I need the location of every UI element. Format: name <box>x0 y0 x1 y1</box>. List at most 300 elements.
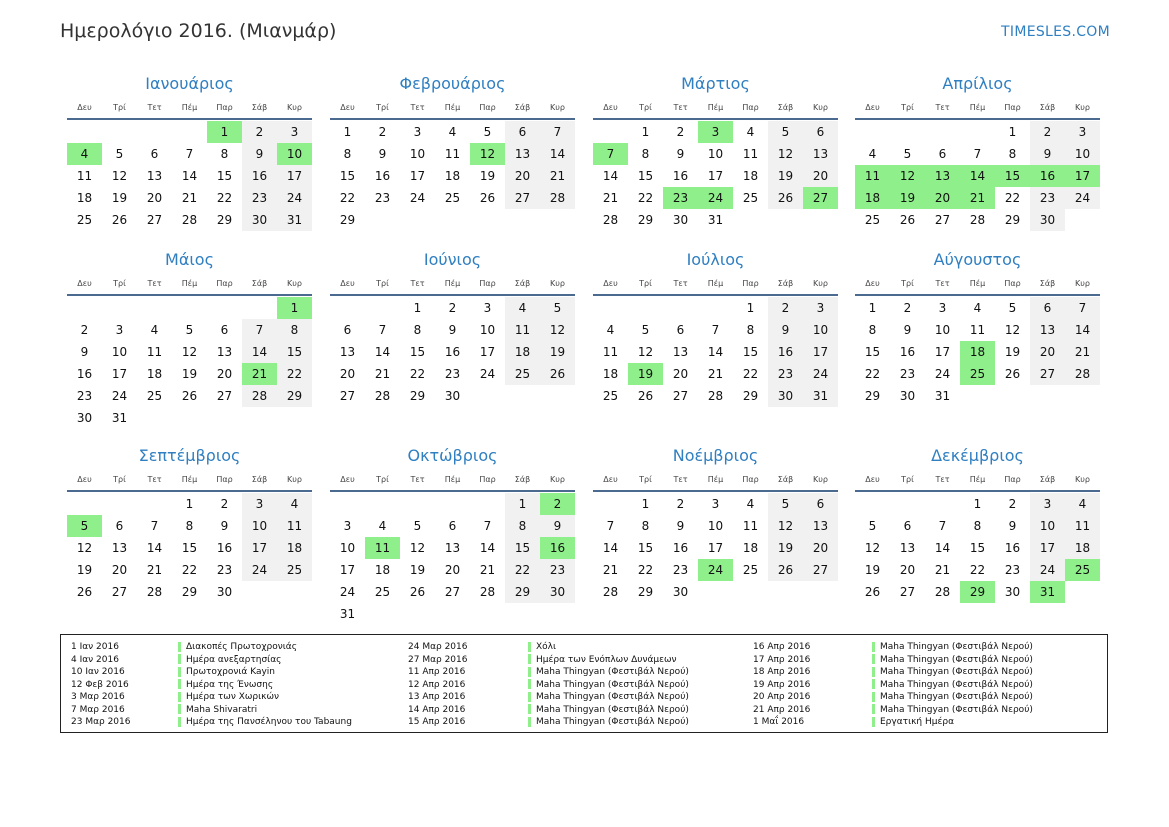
day-cell: 5 <box>641 323 650 337</box>
day-cell: 5 <box>115 147 124 161</box>
day-cell: 28 <box>242 385 277 407</box>
holiday-marker-icon <box>178 717 181 727</box>
day-cell: 15 <box>864 345 881 359</box>
holiday-day-cell: 25 <box>1065 559 1100 581</box>
weekday-header: Κυρ <box>287 103 302 112</box>
day-cell: 23 <box>444 367 461 381</box>
day-cell: 29 <box>181 585 198 599</box>
day-cell: 11 <box>76 169 93 183</box>
holiday-day-cell: 11 <box>855 165 890 187</box>
day-cell: 5 <box>768 121 803 143</box>
day-cell: 10 <box>803 319 838 341</box>
holiday-day-cell: 27 <box>803 187 838 209</box>
day-cell: 13 <box>803 515 838 537</box>
legend-holiday-name <box>872 704 1033 717</box>
day-cell: 19 <box>768 537 803 559</box>
day-cell: 2 <box>768 297 803 319</box>
day-cell: 11 <box>742 147 759 161</box>
day-cell: 23 <box>768 363 803 385</box>
weekday-header: Τρί <box>901 279 914 288</box>
day-cell: 16 <box>444 345 461 359</box>
day-cell: 7 <box>378 323 387 337</box>
day-cell: 10 <box>479 323 496 337</box>
day-cell: 23 <box>216 563 233 577</box>
legend-date-column <box>71 641 131 729</box>
day-cell: 17 <box>1030 537 1065 559</box>
day-cell: 28 <box>181 213 198 227</box>
weekday-header: Τετ <box>147 475 162 484</box>
day-cell: 7 <box>938 519 947 533</box>
weekday-header: Πέμ <box>181 279 198 288</box>
day-cell: 6 <box>676 323 685 337</box>
day-cell: 27 <box>505 187 540 209</box>
day-cell: 11 <box>146 345 163 359</box>
day-cell: 18 <box>1065 537 1100 559</box>
month-divider <box>593 490 838 492</box>
day-cell: 14 <box>1065 319 1100 341</box>
holiday-marker-icon <box>528 679 531 689</box>
day-cell: 13 <box>803 143 838 165</box>
day-cell: 21 <box>374 367 391 381</box>
holiday-day-cell: 14 <box>960 165 995 187</box>
day-cell: 19 <box>181 367 198 381</box>
month-divider <box>593 294 838 296</box>
holiday-marker-icon <box>528 704 531 714</box>
day-cell: 29 <box>742 389 759 403</box>
day-cell: 11 <box>505 319 540 341</box>
day-cell: 6 <box>803 121 838 143</box>
legend-date: 16 Απρ 2016 <box>753 642 811 652</box>
day-cell: 4 <box>746 497 755 511</box>
day-cell: 15 <box>216 169 233 183</box>
day-cell: 4 <box>973 301 982 315</box>
holiday-day-cell: 7 <box>593 143 628 165</box>
legend-holiday-name <box>872 716 1033 729</box>
holiday-marker-icon <box>178 654 181 664</box>
holiday-day-cell: 21 <box>960 187 995 209</box>
day-cell: 30 <box>242 209 277 231</box>
day-cell: 8 <box>973 519 982 533</box>
day-cell: 23 <box>672 563 689 577</box>
day-cell: 10 <box>409 147 426 161</box>
day-cell: 27 <box>803 559 838 581</box>
holiday-day-cell: 12 <box>890 165 925 187</box>
day-cell: 8 <box>746 323 755 337</box>
day-cell: 15 <box>969 541 986 555</box>
day-cell: 22 <box>409 367 426 381</box>
weekday-header: Κυρ <box>550 475 565 484</box>
day-cell: 4 <box>606 323 615 337</box>
weekday-header: Δευ <box>77 279 92 288</box>
day-cell: 15 <box>742 345 759 359</box>
day-cell: 1 <box>505 493 540 515</box>
weekday-header: Σάβ <box>777 475 794 484</box>
legend-date: 1 Ιαν 2016 <box>71 642 119 652</box>
legend-holiday-name <box>528 691 689 704</box>
day-cell: 15 <box>637 541 654 555</box>
month-name: Φεβρουάριος <box>399 74 506 93</box>
day-cell: 19 <box>540 341 575 363</box>
day-cell: 3 <box>242 493 277 515</box>
legend-date: 27 Μαρ 2016 <box>408 654 468 665</box>
day-cell: 3 <box>413 125 422 139</box>
legend-holiday-text: Maha Shivaratri <box>186 704 258 715</box>
weekday-header: Δευ <box>865 475 880 484</box>
day-cell: 11 <box>277 515 312 537</box>
legend-holiday-text: Maha Thingyan (Φεστιβάλ Νερού) <box>880 692 1033 702</box>
holiday-day-cell: 16 <box>1030 165 1065 187</box>
weekday-header: Κυρ <box>550 279 565 288</box>
day-cell: 4 <box>505 297 540 319</box>
day-cell: 26 <box>1004 367 1021 381</box>
weekday-header: Τρί <box>113 279 126 288</box>
day-cell: 15 <box>637 169 654 183</box>
legend-date: 7 Μαρ 2016 <box>71 704 125 715</box>
legend-holiday-name <box>528 654 689 667</box>
day-cell: 31 <box>111 411 128 425</box>
day-cell: 4 <box>1065 493 1100 515</box>
day-cell: 6 <box>150 147 159 161</box>
legend-holiday-name <box>528 666 689 679</box>
legend-name-column <box>872 641 1033 729</box>
day-cell: 29 <box>637 213 654 227</box>
weekday-header: Σάβ <box>514 279 531 288</box>
weekday-header: Κυρ <box>813 103 828 112</box>
day-cell: 26 <box>768 187 803 209</box>
legend-date-column <box>408 641 468 729</box>
weekday-header: Τρί <box>639 475 652 484</box>
day-cell: 27 <box>111 585 128 599</box>
day-cell: 8 <box>277 319 312 341</box>
month-name: Αύγουστος <box>933 250 1022 269</box>
legend-holiday-text: Maha Thingyan (Φεστιβάλ Νερού) <box>880 704 1033 715</box>
day-cell: 22 <box>505 559 540 581</box>
legend-date: 4 Ιαν 2016 <box>71 654 119 665</box>
day-cell: 10 <box>1030 515 1065 537</box>
legend-date: 14 Απρ 2016 <box>408 704 466 715</box>
holiday-day-cell: 5 <box>67 515 102 537</box>
holiday-day-cell: 21 <box>242 363 277 385</box>
day-cell: 29 <box>409 389 426 403</box>
day-cell: 18 <box>742 169 759 183</box>
legend-holiday-name <box>528 679 689 692</box>
weekday-header: Τρί <box>376 475 389 484</box>
weekday-header: Κυρ <box>550 103 565 112</box>
weekday-header: Πέμ <box>707 475 724 484</box>
legend-date: 1 Μαΐ 2016 <box>753 717 805 727</box>
weekday-header: Σάβ <box>514 103 531 112</box>
legend-holiday-text: Ημέρα της Πανσέληνου του Tabaung <box>186 717 352 727</box>
day-cell: 14 <box>242 341 277 363</box>
day-cell: 20 <box>339 367 356 381</box>
month-name: Απρίλιος <box>942 74 1013 93</box>
legend-date: 21 Απρ 2016 <box>753 704 811 715</box>
day-cell: 18 <box>742 541 759 555</box>
holiday-day-cell: 17 <box>1065 165 1100 187</box>
day-cell: 7 <box>150 519 159 533</box>
legend-holiday-text: Ημέρα των Ενόπλων Δυνάμεων <box>536 654 677 665</box>
day-cell: 8 <box>505 515 540 537</box>
day-cell: 20 <box>216 367 233 381</box>
holiday-day-cell: 2 <box>540 493 575 515</box>
weekday-header: Σάβ <box>1039 279 1056 288</box>
day-cell: 6 <box>448 519 457 533</box>
day-cell: 21 <box>602 563 619 577</box>
day-cell: 4 <box>746 125 755 139</box>
legend-holiday-name <box>178 666 352 679</box>
day-cell: 8 <box>185 519 194 533</box>
day-cell: 25 <box>76 213 93 227</box>
day-cell: 9 <box>242 143 277 165</box>
weekday-header: Πέμ <box>707 279 724 288</box>
day-cell: 16 <box>672 169 689 183</box>
day-cell: 25 <box>742 563 759 577</box>
month-name: Νοέμβριος <box>672 446 759 465</box>
weekday-header: Τρί <box>901 103 914 112</box>
day-cell: 26 <box>409 585 426 599</box>
day-cell: 3 <box>1030 493 1065 515</box>
day-cell: 27 <box>339 389 356 403</box>
day-cell: 12 <box>540 319 575 341</box>
legend-holiday-name <box>178 691 352 704</box>
day-cell: 7 <box>540 121 575 143</box>
day-cell: 15 <box>505 537 540 559</box>
day-cell: 24 <box>803 363 838 385</box>
legend-holiday-text: Maha Thingyan (Φεστιβάλ Νερού) <box>536 667 689 677</box>
day-cell: 21 <box>602 191 619 205</box>
day-cell: 9 <box>676 147 685 161</box>
day-cell: 9 <box>448 323 457 337</box>
holiday-marker-icon <box>872 704 875 714</box>
weekday-header: Σάβ <box>1039 103 1056 112</box>
day-cell: 8 <box>343 147 352 161</box>
day-cell: 26 <box>76 585 93 599</box>
day-cell: 19 <box>76 563 93 577</box>
day-cell: 5 <box>1008 301 1017 315</box>
day-cell: 8 <box>641 147 650 161</box>
holiday-marker-icon <box>528 667 531 677</box>
weekday-header: Πέμ <box>444 103 461 112</box>
day-cell: 12 <box>864 541 881 555</box>
day-cell: 31 <box>339 607 356 621</box>
legend-holiday-text: Maha Thingyan (Φεστιβάλ Νερού) <box>536 704 689 715</box>
day-cell: 14 <box>707 345 724 359</box>
legend-holiday-text: Maha Thingyan (Φεστιβάλ Νερού) <box>880 654 1033 665</box>
day-cell: 20 <box>1030 341 1065 363</box>
weekday-header: Δευ <box>77 475 92 484</box>
day-cell: 7 <box>483 519 492 533</box>
day-cell: 5 <box>483 125 492 139</box>
weekday-header: Κυρ <box>1075 475 1090 484</box>
holiday-day-cell: 11 <box>365 537 400 559</box>
day-cell: 13 <box>111 541 128 555</box>
day-cell: 2 <box>448 301 457 315</box>
weekday-header: Πέμ <box>969 103 986 112</box>
weekday-header: Σάβ <box>514 475 531 484</box>
holiday-marker-icon <box>872 654 875 664</box>
day-cell: 31 <box>803 385 838 407</box>
weekday-header: Τετ <box>935 279 950 288</box>
day-cell: 7 <box>606 519 615 533</box>
weekday-header: Παρ <box>216 103 233 112</box>
weekday-header: Σάβ <box>251 279 268 288</box>
holiday-marker-icon <box>528 717 531 727</box>
weekday-header: Δευ <box>603 475 618 484</box>
day-cell: 18 <box>444 169 461 183</box>
weekday-header: Πέμ <box>181 103 198 112</box>
weekday-header: Πέμ <box>181 475 198 484</box>
day-cell: 16 <box>216 541 233 555</box>
day-cell: 12 <box>637 345 654 359</box>
day-cell: 16 <box>374 169 391 183</box>
month-name: Μάρτιος <box>681 74 750 93</box>
legend-holiday-text: Ημέρα της Ένωσης <box>186 679 274 690</box>
day-cell: 20 <box>111 563 128 577</box>
day-cell: 30 <box>899 389 916 403</box>
day-cell: 1 <box>185 497 194 511</box>
day-cell: 3 <box>1065 121 1100 143</box>
day-cell: 8 <box>220 147 229 161</box>
day-cell: 9 <box>378 147 387 161</box>
day-cell: 25 <box>864 213 881 227</box>
day-cell: 13 <box>146 169 163 183</box>
day-cell: 7 <box>973 147 982 161</box>
day-cell: 21 <box>707 367 724 381</box>
legend-holiday-name <box>872 641 1033 654</box>
holiday-marker-icon <box>872 642 875 652</box>
day-cell: 12 <box>181 345 198 359</box>
weekday-header: Τετ <box>147 103 162 112</box>
month-divider <box>67 490 312 492</box>
day-cell: 2 <box>676 125 685 139</box>
legend-holiday-name <box>872 666 1033 679</box>
day-cell: 26 <box>540 363 575 385</box>
legend-holiday-text: Πρωτοχρονιά Kayin <box>186 667 276 677</box>
day-cell: 23 <box>76 389 93 403</box>
day-cell: 2 <box>903 301 912 315</box>
day-cell: 28 <box>969 213 986 227</box>
month-name: Οκτώβριος <box>407 446 498 465</box>
day-cell: 23 <box>540 559 575 581</box>
day-cell: 28 <box>146 585 163 599</box>
month-name: Δεκέμβριος <box>931 446 1024 465</box>
day-cell: 10 <box>339 541 356 555</box>
weekday-header: Δευ <box>603 103 618 112</box>
day-cell: 20 <box>803 165 838 187</box>
day-cell: 15 <box>277 341 312 363</box>
day-cell: 22 <box>637 563 654 577</box>
day-cell: 1 <box>343 125 352 139</box>
day-cell: 25 <box>146 389 163 403</box>
legend-holiday-name <box>178 679 352 692</box>
day-cell: 4 <box>868 147 877 161</box>
day-cell: 20 <box>444 563 461 577</box>
legend-holiday-text: Ημέρα ανεξαρτησίας <box>186 654 282 665</box>
day-cell: 30 <box>672 213 689 227</box>
legend-holiday-text: Maha Thingyan (Φεστιβάλ Νερού) <box>536 692 689 702</box>
day-cell: 8 <box>641 519 650 533</box>
legend-date: 13 Απρ 2016 <box>408 692 466 702</box>
holiday-day-cell: 15 <box>995 165 1030 187</box>
weekday-header: Κυρ <box>813 475 828 484</box>
weekday-header: Παρ <box>479 103 496 112</box>
day-cell: 1 <box>868 301 877 315</box>
month-divider <box>67 118 312 120</box>
day-cell: 9 <box>1008 519 1017 533</box>
day-cell: 11 <box>602 345 619 359</box>
day-cell: 23 <box>374 191 391 205</box>
day-cell: 22 <box>969 563 986 577</box>
legend-holiday-name <box>528 704 689 717</box>
legend-holiday-text: Maha Thingyan (Φεστιβάλ Νερού) <box>880 642 1033 652</box>
weekday-header: Κυρ <box>813 279 828 288</box>
weekday-header: Πέμ <box>444 475 461 484</box>
day-cell: 30 <box>540 581 575 603</box>
weekday-header: Δευ <box>865 103 880 112</box>
holiday-day-cell: 4 <box>67 143 102 165</box>
holiday-legend <box>60 634 1108 733</box>
day-cell: 5 <box>768 493 803 515</box>
day-cell: 3 <box>277 121 312 143</box>
day-cell: 5 <box>185 323 194 337</box>
day-cell: 25 <box>602 389 619 403</box>
month-divider <box>67 294 312 296</box>
legend-date: 18 Απρ 2016 <box>753 667 811 677</box>
legend-holiday-text: Maha Thingyan (Φεστιβάλ Νερού) <box>880 667 1033 677</box>
day-cell: 17 <box>111 367 128 381</box>
legend-holiday-name <box>178 716 352 729</box>
day-cell: 10 <box>707 147 724 161</box>
weekday-header: Τετ <box>147 279 162 288</box>
day-cell: 28 <box>602 585 619 599</box>
day-cell: 23 <box>1004 563 1021 577</box>
weekday-header: Παρ <box>742 475 759 484</box>
day-cell: 11 <box>444 147 461 161</box>
day-cell: 29 <box>1004 213 1021 227</box>
day-cell: 16 <box>672 541 689 555</box>
legend-holiday-name <box>872 679 1033 692</box>
day-cell: 29 <box>339 213 356 227</box>
day-cell: 10 <box>111 345 128 359</box>
day-cell: 29 <box>277 385 312 407</box>
day-cell: 30 <box>1030 209 1065 231</box>
day-cell: 25 <box>742 191 759 205</box>
day-cell: 8 <box>868 323 877 337</box>
day-cell: 10 <box>1065 143 1100 165</box>
holiday-day-cell: 23 <box>663 187 698 209</box>
day-cell: 19 <box>864 563 881 577</box>
legend-holiday-name <box>178 654 352 667</box>
day-cell: 20 <box>899 563 916 577</box>
day-cell: 15 <box>409 345 426 359</box>
day-cell: 1 <box>1008 125 1017 139</box>
brand-link[interactable]: TIMESLES.COM <box>1001 24 1110 40</box>
legend-date: 24 Μαρ 2016 <box>408 642 468 652</box>
holiday-day-cell: 19 <box>628 363 663 385</box>
day-cell: 21 <box>934 563 951 577</box>
day-cell: 28 <box>479 585 496 599</box>
day-cell: 14 <box>540 143 575 165</box>
day-cell: 17 <box>242 537 277 559</box>
month-divider <box>855 490 1100 492</box>
day-cell: 9 <box>768 319 803 341</box>
holiday-day-cell: 13 <box>925 165 960 187</box>
day-cell: 29 <box>864 389 881 403</box>
day-cell: 31 <box>934 389 951 403</box>
holiday-day-cell: 1 <box>207 121 242 143</box>
weekday-header: Δευ <box>340 279 355 288</box>
day-cell: 21 <box>1065 341 1100 363</box>
